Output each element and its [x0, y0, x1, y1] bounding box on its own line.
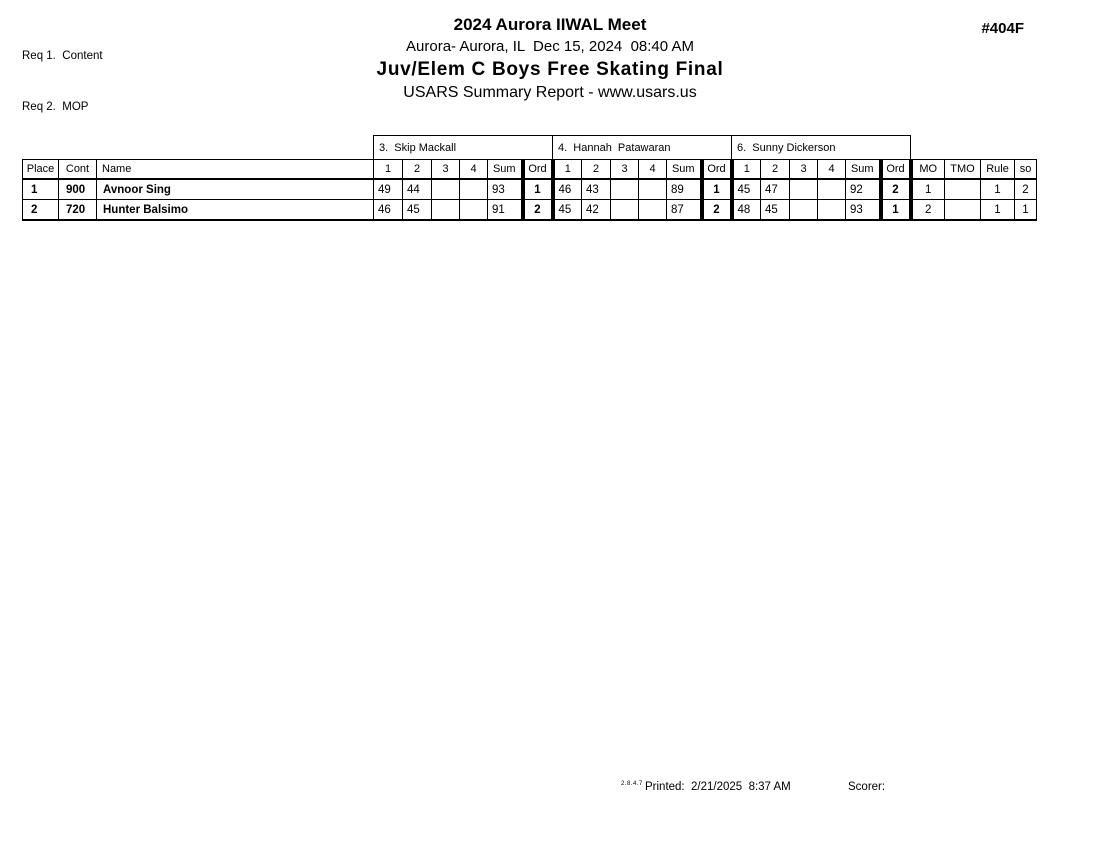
- score-cell: [460, 179, 488, 200]
- column-header-row: [23, 160, 1037, 180]
- sum-cell: 87: [667, 200, 702, 221]
- so-cell: 2: [1015, 179, 1037, 200]
- tmo-cell: [945, 200, 981, 221]
- so-cell: 1: [1015, 200, 1037, 221]
- col-header-ord: Ord: [702, 160, 732, 180]
- score-cell: [818, 200, 846, 221]
- score-cell: [432, 200, 460, 221]
- ord-cell: 1: [881, 200, 911, 221]
- table-row: [23, 200, 1037, 221]
- table-row: [23, 179, 1037, 200]
- col-header-place: Place: [23, 160, 59, 180]
- score-cell: 45: [761, 200, 790, 221]
- sum-cell: 93: [846, 200, 881, 221]
- col-header-score3: 3: [432, 160, 460, 180]
- col-header-mo: MO: [911, 160, 945, 180]
- sum-cell: 92: [846, 179, 881, 200]
- ord-cell: 2: [702, 200, 732, 221]
- score-cell: [790, 179, 818, 200]
- col-header-sum: Sum: [488, 160, 523, 180]
- col-header-rule: Rule: [981, 160, 1015, 180]
- col-header-score1: 1: [553, 160, 582, 180]
- score-cell: 49: [374, 179, 403, 200]
- col-header-sum: Sum: [667, 160, 702, 180]
- judge-header-row: [23, 136, 1037, 160]
- report-number: #404F: [981, 20, 1024, 37]
- col-header-score4: 4: [818, 160, 846, 180]
- col-header-score2: 2: [761, 160, 790, 180]
- sum-cell: 91: [488, 200, 523, 221]
- score-cell: 45: [732, 179, 761, 200]
- score-cell: [639, 179, 667, 200]
- name-cell: Avnoor Sing: [97, 179, 374, 200]
- judge-header-2: 4. Hannah Patawaran: [553, 136, 732, 160]
- judge-header-1: 3. Skip Mackall: [374, 136, 553, 160]
- score-cell: 47: [761, 179, 790, 200]
- col-header-name: Name: [97, 160, 374, 180]
- score-cell: [639, 200, 667, 221]
- event-title: Juv/Elem C Boys Free Skating Final: [376, 59, 724, 80]
- mo-cell: 2: [911, 200, 945, 221]
- sum-cell: 93: [488, 179, 523, 200]
- ord-cell: 1: [702, 179, 732, 200]
- col-header-ord: Ord: [523, 160, 553, 180]
- col-header-score2: 2: [403, 160, 432, 180]
- col-header-score1: 1: [732, 160, 761, 180]
- place-cell: 1: [23, 179, 59, 200]
- score-cell: 43: [582, 179, 611, 200]
- place-cell: 2: [23, 200, 59, 221]
- score-cell: [611, 200, 639, 221]
- cont-cell: 720: [59, 200, 97, 221]
- col-header-so: so: [1015, 160, 1037, 180]
- software-version: 2.8.4.7: [621, 781, 643, 787]
- spacer: [911, 136, 1037, 160]
- req-line-1: Req 1. Content: [22, 50, 103, 62]
- judge-header-3: 6. Sunny Dickerson: [732, 136, 911, 160]
- score-cell: [432, 179, 460, 200]
- name-cell: Hunter Balsimo: [97, 200, 374, 221]
- col-header-score1: 1: [374, 160, 403, 180]
- ord-cell: 2: [881, 179, 911, 200]
- score-cell: 45: [553, 200, 582, 221]
- score-cell: 45: [403, 200, 432, 221]
- tmo-cell: [945, 179, 981, 200]
- col-header-score4: 4: [460, 160, 488, 180]
- meet-title: 2024 Aurora IIWAL Meet: [453, 15, 647, 34]
- score-cell: [818, 179, 846, 200]
- col-header-tmo: TMO: [945, 160, 981, 180]
- rule-cell: 1: [981, 200, 1015, 221]
- col-header-cont: Cont: [59, 160, 97, 180]
- score-cell: [460, 200, 488, 221]
- col-header-score2: 2: [582, 160, 611, 180]
- col-header-score3: 3: [611, 160, 639, 180]
- ord-cell: 1: [523, 179, 553, 200]
- score-cell: [790, 200, 818, 221]
- score-cell: 48: [732, 200, 761, 221]
- col-header-score4: 4: [639, 160, 667, 180]
- results-table: [22, 135, 1037, 221]
- rule-cell: 1: [981, 179, 1015, 200]
- col-header-score3: 3: [790, 160, 818, 180]
- col-header-sum: Sum: [846, 160, 881, 180]
- score-cell: [611, 179, 639, 200]
- spacer: [23, 136, 374, 160]
- mo-cell: 1: [911, 179, 945, 200]
- sum-cell: 89: [667, 179, 702, 200]
- scorer-label: Scorer:: [848, 781, 886, 793]
- req-line-2: Req 2. MOP: [22, 101, 89, 113]
- score-cell: 42: [582, 200, 611, 221]
- report-type: USARS Summary Report - www.usars.us: [403, 84, 697, 101]
- col-header-ord: Ord: [881, 160, 911, 180]
- printed-timestamp: Printed: 2/21/2025 8:37 AM: [645, 781, 791, 793]
- cont-cell: 900: [59, 179, 97, 200]
- score-cell: 46: [374, 200, 403, 221]
- report-header: [0, 14, 1100, 105]
- score-cell: 44: [403, 179, 432, 200]
- score-cell: 46: [553, 179, 582, 200]
- ord-cell: 2: [523, 200, 553, 221]
- meet-location-date: Aurora- Aurora, IL Dec 15, 2024 08:40 AM: [406, 38, 694, 55]
